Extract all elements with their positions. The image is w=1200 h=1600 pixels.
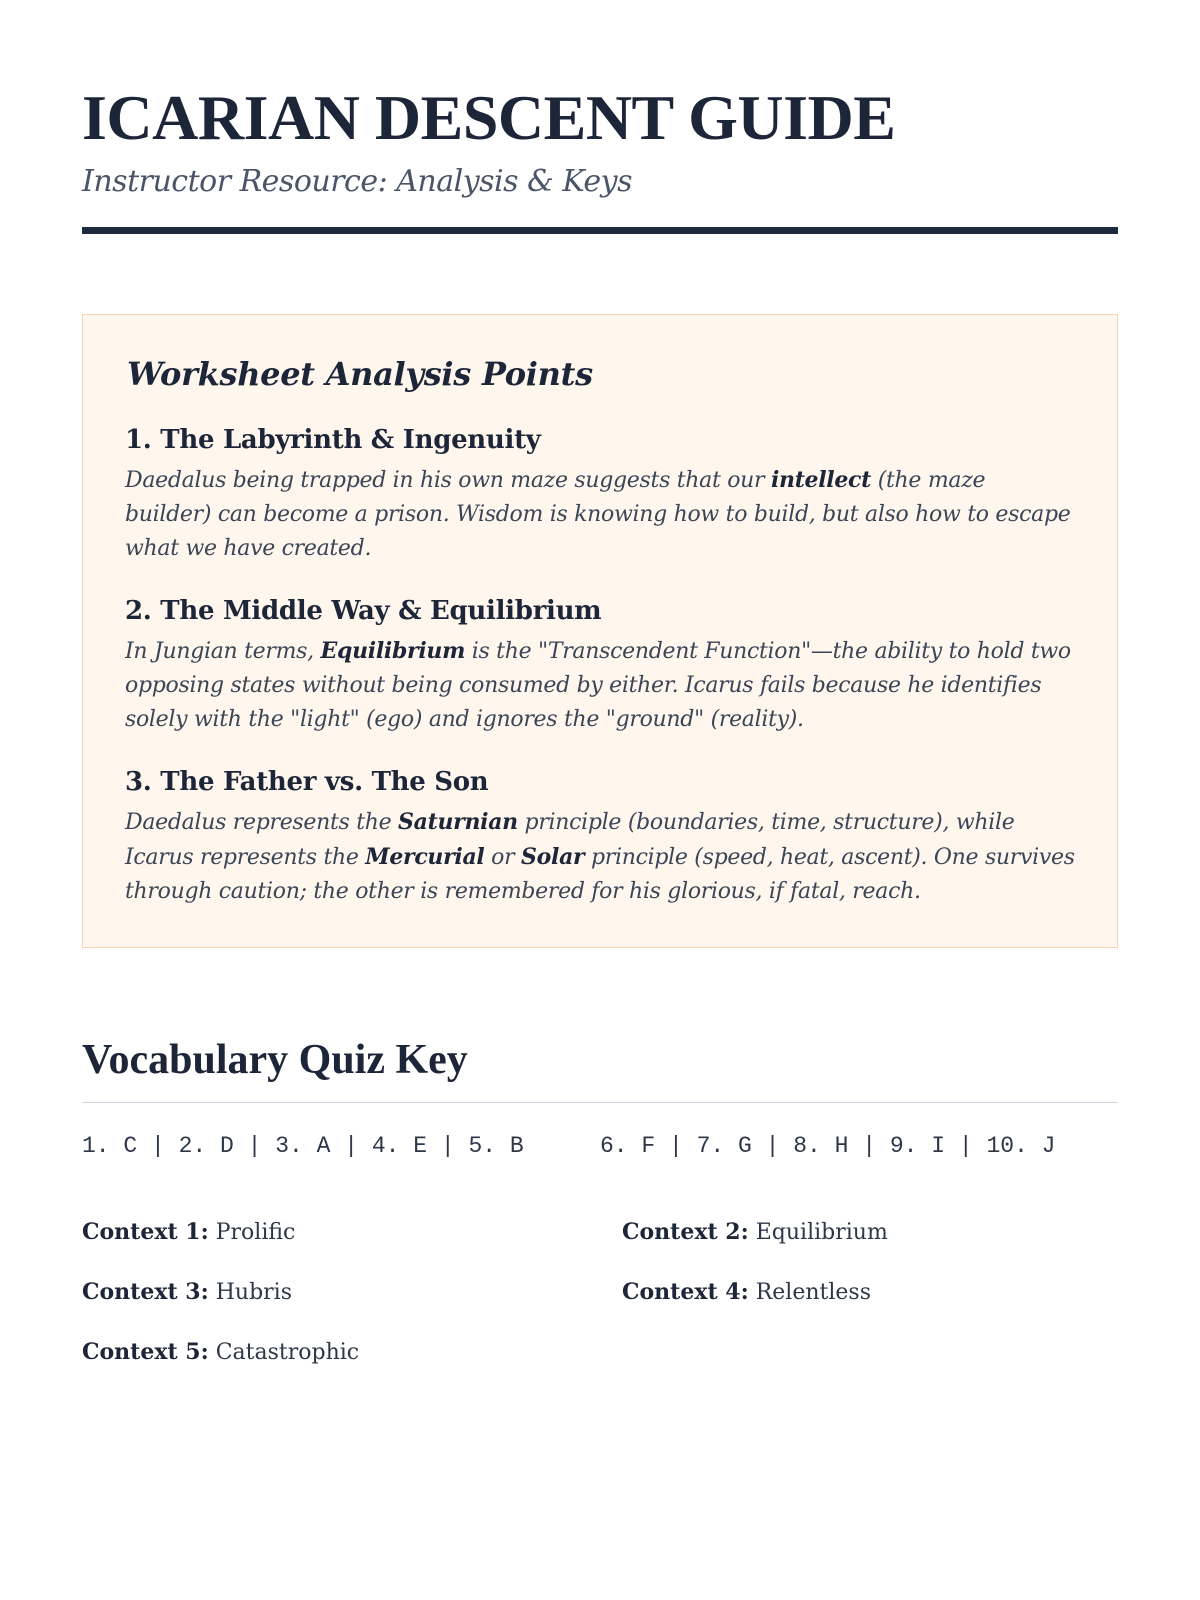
answer-key-left: 1. C | 2. D | 3. A | 4. E | 5. B <box>82 1133 524 1159</box>
analysis-point <box>125 596 1075 737</box>
context-item <box>622 1219 1122 1245</box>
analysis-point-title: 1. The Labyrinth & Ingenuity <box>125 425 541 455</box>
body-text: Daedalus being trapped in his own maze suggests that our <box>125 468 771 493</box>
document-title: ICARIAN DESCENT GUIDE <box>82 82 896 153</box>
body-text: In Jungian terms, <box>125 639 321 664</box>
answer-key-right: 6. F | 7. G | 8. H | 9. I | 10. J <box>600 1133 1056 1159</box>
answer-key-row <box>82 1133 1118 1159</box>
context-value: Hubris <box>215 1280 292 1305</box>
analysis-point <box>125 425 1075 566</box>
context-item <box>82 1219 622 1245</box>
analysis-point-body <box>125 805 1075 909</box>
body-emphasis: Mercurial <box>365 844 485 870</box>
body-text: Daedalus represents the <box>125 810 399 835</box>
context-item <box>82 1339 622 1365</box>
context-value: Equilibrium <box>755 1220 888 1245</box>
analysis-point-body <box>125 634 1075 737</box>
context-label: Context 4: <box>622 1279 749 1305</box>
vocab-section-title: Vocabulary Quiz Key <box>82 1037 468 1083</box>
context-item <box>82 1279 622 1305</box>
context-label: Context 2: <box>622 1219 749 1245</box>
body-text: is the "Transcendent Function"—the ability to hold two opposing states without being consumed by either. Icarus fails because he identifies solely with the "light" (ego) and ignores the "ground" (reality). <box>125 639 1071 732</box>
context-value: Prolific <box>215 1220 296 1245</box>
body-emphasis: Solar <box>521 844 585 870</box>
body-text: or <box>484 845 522 870</box>
body-emphasis: Saturnian <box>398 809 518 835</box>
document-subtitle: Instructor Resource: Analysis & Keys <box>82 164 633 199</box>
analysis-point <box>125 767 1075 909</box>
vocab-divider <box>82 1102 1118 1103</box>
context-value: Relentless <box>755 1280 872 1305</box>
analysis-point-title: 3. The Father vs. The Son <box>125 767 489 797</box>
context-value: Catastrophic <box>215 1340 360 1365</box>
context-label: Context 1: <box>82 1219 209 1245</box>
context-label: Context 5: <box>82 1339 209 1365</box>
analysis-points-box <box>82 314 1118 948</box>
body-text: (the maze builder) can become a prison. Wisdom is knowing how to build, but also how to escape what we have created. <box>125 468 1071 561</box>
body-text: principle (boundaries, time, structure), while Icarus represents the <box>125 810 1015 870</box>
vocabulary-quiz-key <box>82 1036 1118 1365</box>
document-header <box>82 0 1118 234</box>
context-item <box>622 1279 1122 1305</box>
context-label: Context 3: <box>82 1279 209 1305</box>
body-emphasis: Equilibrium <box>320 638 466 664</box>
body-emphasis: intellect <box>770 467 872 493</box>
analysis-point-body <box>125 463 1075 566</box>
analysis-point-title: 2. The Middle Way & Equilibrium <box>125 596 602 626</box>
body-text: principle (speed, heat, ascent). One survives through caution; the other is remembered for his glorious, if fatal, reach. <box>125 845 1075 904</box>
analysis-title: Worksheet Analysis Points <box>127 355 593 393</box>
header-divider <box>82 227 1118 234</box>
context-answers <box>82 1219 1118 1365</box>
